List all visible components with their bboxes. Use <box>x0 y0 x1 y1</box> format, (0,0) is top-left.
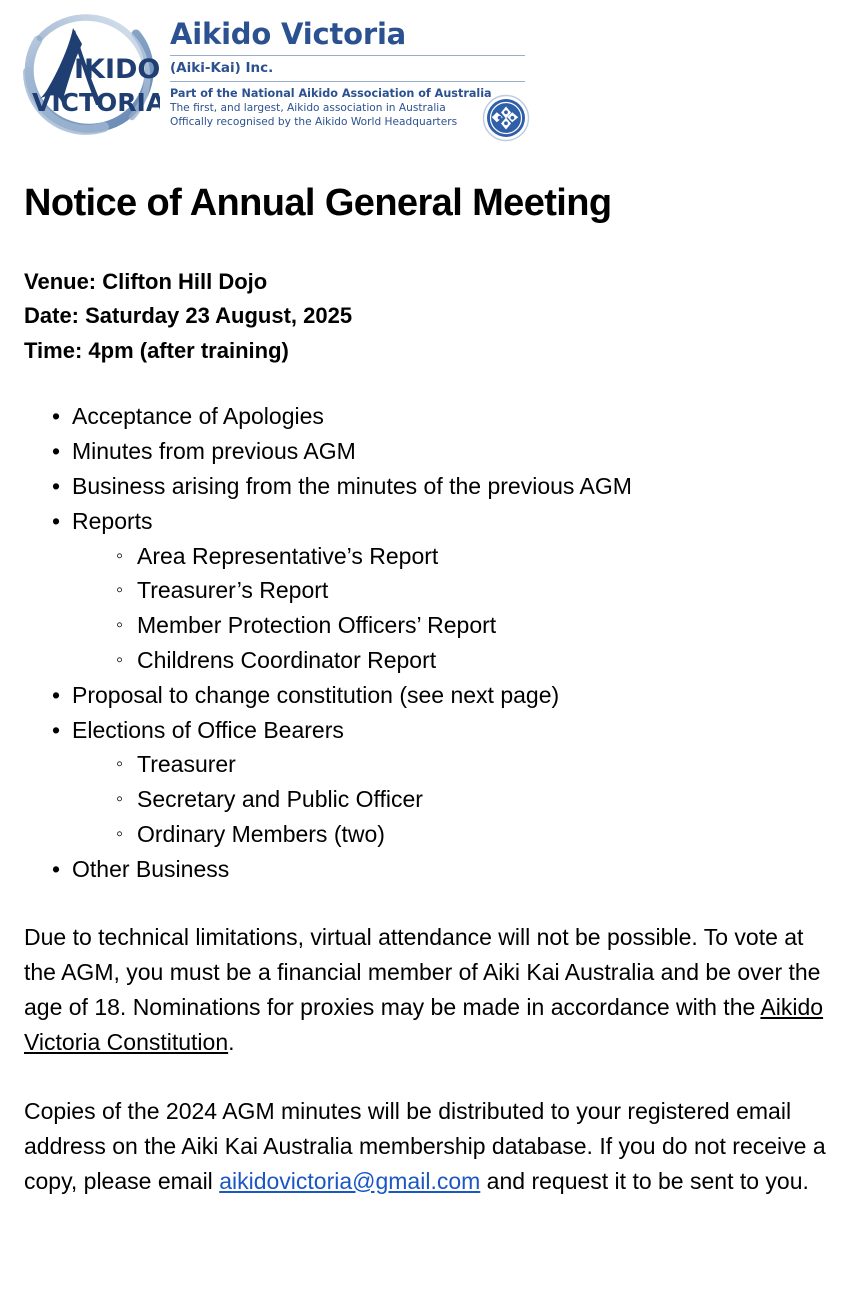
paragraph-attendance <box>24 920 834 1060</box>
constitution-link[interactable]: Aikido Victoria Constitution <box>24 993 824 1055</box>
agenda-subitem: ◦ Area Representative’s Report <box>116 539 834 574</box>
aikido-victoria-logo <box>12 4 160 146</box>
agenda-item-label: • Minutes from previous AGM <box>72 438 356 464</box>
paragraph-minutes-text-before: Copies of the 2024 AGM minutes will be distributed to your registered email address on the Aiki Kai Australia membership database. If you do not receive a copy, please email <box>24 1097 826 1194</box>
agenda-item <box>52 434 834 469</box>
logo-word-bottom: VICTORIA <box>32 88 160 117</box>
agenda-subitem: ◦ Secretary and Public Officer <box>116 782 834 817</box>
tagline-tertiary: Offically recognised by the Aikido World Headquarters <box>170 116 458 128</box>
agenda-item-label: • Reports <box>72 508 153 534</box>
meeting-details <box>24 265 834 369</box>
letterhead-text-block <box>170 18 530 130</box>
tagline-secondary: The first, and largest, Aikido association in Australia <box>170 102 446 115</box>
paragraph-minutes-text-after: and request it to be sent to you. <box>480 1167 809 1194</box>
agenda-subitem: ◦ Treasurer <box>116 747 834 782</box>
agenda-item <box>52 713 834 852</box>
organisation-taglines <box>170 82 530 130</box>
agenda-subitem: ◦ Ordinary Members (two) <box>116 817 834 852</box>
agenda-subitem: ◦ Treasurer’s Report <box>116 573 834 608</box>
organisation-subname: (Aiki-Kai) Inc. <box>170 59 274 76</box>
agenda-list <box>24 399 834 886</box>
meeting-date: Date: Saturday 23 August, 2025 <box>24 303 353 329</box>
agenda-item <box>52 504 834 678</box>
paragraph-attendance-text-after: . <box>228 1028 235 1055</box>
meeting-venue: Venue: Clifton Hill Dojo <box>24 268 268 294</box>
agenda-item-label: • Proposal to change constitution (see next page) <box>72 682 559 708</box>
agenda-item <box>52 678 834 713</box>
agenda-subitem: ◦ Childrens Coordinator Report <box>116 643 834 678</box>
agenda-item-label: • Elections of Office Bearers <box>72 717 344 743</box>
organisation-name: Aikido Victoria <box>170 17 407 51</box>
agenda-item-label: • Business arising from the minutes of the previous AGM <box>72 473 632 499</box>
letterhead <box>0 0 856 152</box>
agenda-item <box>52 469 834 504</box>
paragraph-minutes <box>24 1094 834 1199</box>
agenda-item-label: • Acceptance of Apologies <box>72 403 324 429</box>
meeting-time: Time: 4pm (after training) <box>24 337 289 363</box>
aiki-kai-seal-icon <box>482 94 530 142</box>
agenda-sublist <box>72 747 834 851</box>
agenda-item <box>52 399 834 434</box>
page-title: Notice of Annual General Meeting <box>24 182 612 224</box>
tagline-primary: Part of the National Aikido Association of Australia <box>170 87 492 101</box>
paragraph-attendance-text-before: Due to technical limitations, virtual attendance will not be possible. To vote at the AGM, you must be a financial member of Aiki Kai Australia and be over the age of 18. Nominations for proxies may be made in accordance with the <box>24 923 821 1020</box>
logo-word-top: IKIDO <box>74 54 160 85</box>
email-link[interactable]: aikidovictoria@gmail.com <box>219 1167 481 1194</box>
document-body <box>0 184 856 1199</box>
agenda-sublist <box>72 539 834 678</box>
agenda-subitem: ◦ Member Protection Officers’ Report <box>116 608 834 643</box>
agenda-item-label: • Other Business <box>72 856 229 882</box>
agenda-item <box>52 852 834 887</box>
